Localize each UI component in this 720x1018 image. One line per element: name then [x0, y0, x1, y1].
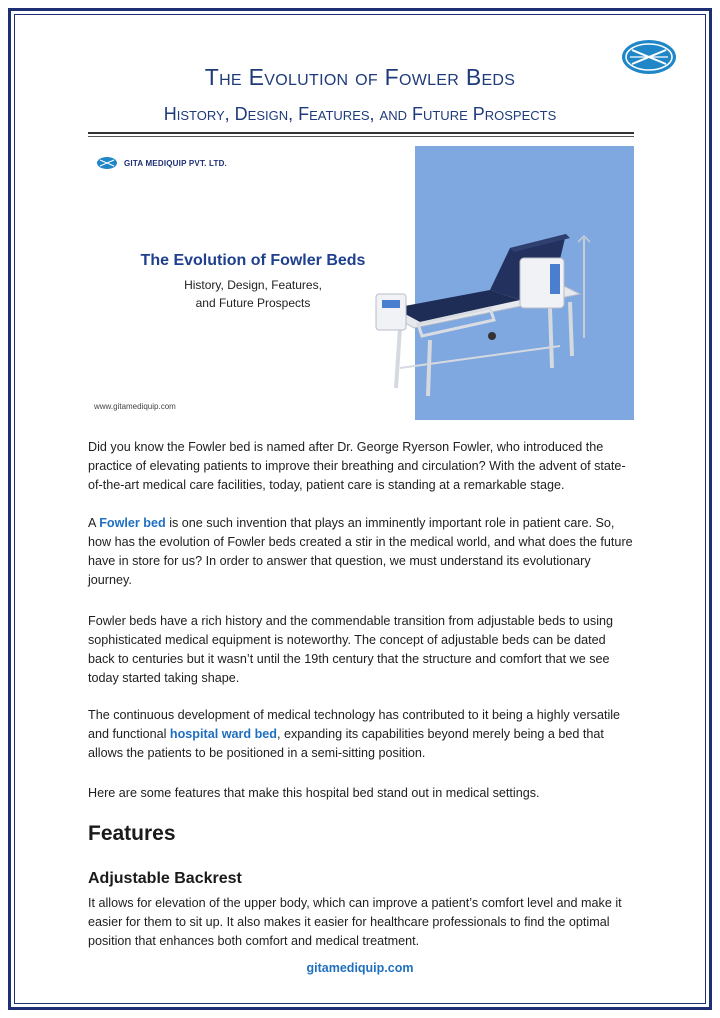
hospital-fowler-bed-icon: [370, 228, 600, 398]
brand-logo-icon: [96, 156, 118, 170]
paragraph-fowler-bed-prefix: A: [88, 516, 100, 530]
paragraph-development-rest: , expanding its capabilities beyond merely being a bed that allows the patients to be positioned in a semi-sitting position.: [88, 727, 604, 760]
hero-brand-name: GITA MEDIQUIP PVT. LTD.: [124, 158, 227, 168]
paragraph-fowler-bed-rest: is one such invention that plays an imminently important role in patient care. So, how has the evolution of Fowler beds created a stir in the medical world, and what does the future have in store for us? In order to answer that question, we must understand its evolutionary journey.: [88, 516, 633, 587]
hero-subtitle: [128, 276, 378, 312]
footer-website-link[interactable]: gitamediquip.com: [306, 961, 414, 975]
paragraph-intro: Did you know the Fowler bed is named after Dr. George Ryerson Fowler, who introduced the practice of elevating patients to improve their breathing and circulation? With the advent of state-of-the-art medical care facilities, today, patient care is standing at a remarkable stage.: [88, 440, 626, 492]
page-title: The Evolution of Fowler Beds: [204, 64, 516, 90]
hero-banner-image: [88, 146, 634, 420]
hero-url: www.gitamediquip.com: [94, 402, 176, 411]
paragraph-development: [88, 706, 634, 763]
adjustable-backrest-text: It allows for elevation of the upper body, which can improve a patient’s comfort level and make it easier for them to sit up. It also makes it easier for healthcare professionals to find the optimal position that enhances both comfort and medical treatment.: [88, 896, 622, 948]
page-subtitle: History, Design, Features, and Future Prospects: [163, 104, 557, 124]
hero-subtitle-line-1: History, Design, Features,: [184, 278, 322, 292]
fowler-bed-link[interactable]: Fowler bed: [99, 516, 166, 530]
paragraph-development-prefix: The continuous development of medical technology has contributed to it being a highly versatile and functional: [88, 708, 621, 741]
paragraph-fowler-bed: [88, 514, 634, 590]
paragraph-history: Fowler beds have a rich history and the commendable transition from adjustable beds to using sophisticated medical equipment is noteworthy. The concept of adjustable beds can be dated back to centuries but it wasn’t until the 19th century that the structure and comfort that we see today started taking shape.: [88, 614, 614, 685]
features-heading: Features: [88, 822, 176, 845]
title-divider-thin: [88, 136, 634, 137]
hospital-ward-bed-link[interactable]: hospital ward bed: [169, 727, 277, 741]
hero-subtitle-line-2: and Future Prospects: [195, 296, 311, 310]
adjustable-backrest-heading: Adjustable Backrest: [88, 870, 242, 887]
hero-title: The Evolution of Fowler Beds: [140, 252, 366, 269]
hero-brand: [96, 156, 227, 170]
title-divider: [88, 132, 634, 134]
paragraph-features-intro: Here are some features that make this hospital bed stand out in medical settings.: [88, 786, 540, 800]
